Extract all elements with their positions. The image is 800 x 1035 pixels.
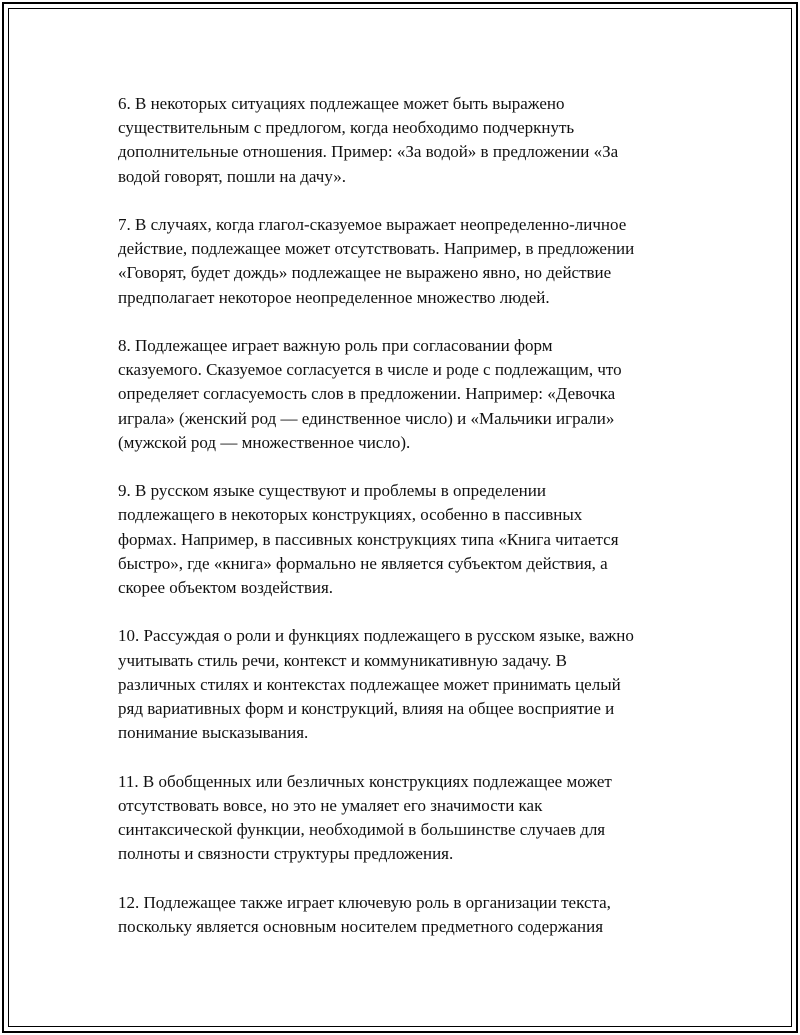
text-line: действие, подлежащее может отсутствовать. Например, в предложении [118, 239, 635, 259]
text-line: полноты и связности структуры предложения. [118, 844, 454, 864]
text-line: скорее объектом воздействия. [118, 578, 334, 598]
paragraph-6 [118, 92, 698, 189]
text-line: понимание высказывания. [118, 723, 309, 743]
text-line: 8. Подлежащее играет важную роль при согласовании форм [118, 336, 553, 355]
text-line: сказуемого. Сказуемое согласуется в числе и роде с подлежащим, что [118, 360, 622, 380]
text-line: быстро», где «книга» формально не является субъектом действия, а [118, 553, 608, 573]
text-line: определяет согласуемость слов в предложении. Например: «Девочка [118, 384, 616, 404]
text-line: играла» (женский род — единственное число) и «Мальчики играли» [118, 408, 615, 428]
text-line: 6. В некоторых ситуациях подлежащее может быть выражено [118, 94, 565, 113]
text-line: «Говорят, будет дождь» подлежащее не выражено явно, но действие [118, 263, 612, 283]
text-line: 9. В русском языке существуют и проблемы в определении [118, 481, 546, 501]
paragraph-9 [118, 479, 698, 600]
text-line: водой говорят, пошли на дачу». [118, 166, 346, 186]
paragraph-7 [118, 213, 698, 310]
text-line: 7. В случаях, когда глагол-сказуемое выражает неопределенно-личное [118, 215, 627, 234]
text-line: ряд вариативных форм и конструкций, влияя на общее восприятие и [118, 699, 615, 719]
text-line: 12. Подлежащее также играет ключевую роль в организации текста, [118, 892, 611, 912]
text-line: дополнительные отношения. Пример: «За водой» в предложении «За [118, 142, 619, 162]
text-line: существительным с предлогом, когда необходимо подчеркнуть [118, 118, 575, 138]
text-line: учитывать стиль речи, контекст и коммуникативную задачу. В [118, 650, 567, 670]
text-line: формах. Например, в пассивных конструкциях типа «Книга читается [118, 529, 619, 549]
paragraph-8 [118, 334, 698, 455]
text-line: (мужской род — множественное число). [118, 432, 411, 452]
text-line: отсутствовать вовсе, но это не умаляет его значимости как [118, 795, 543, 815]
text-line: 11. В обобщенных или безличных конструкциях подлежащее может [118, 771, 612, 791]
text-line: различных стилях и контекстах подлежащее может принимать целый [118, 674, 621, 694]
paragraph-10 [118, 624, 698, 745]
text-line: синтаксической функции, необходимой в большинстве случаев для [118, 820, 606, 840]
text-line: 10. Рассуждая о роли и функциях подлежащего в русском языке, важно [118, 626, 634, 646]
text-line: предполагает некоторое неопределенное множество людей. [118, 287, 550, 307]
text-line: поскольку является основным носителем предметного содержания [118, 916, 604, 936]
document-body [118, 92, 698, 963]
paragraph-11 [118, 770, 698, 867]
paragraph-12 [118, 891, 698, 939]
text-line: подлежащего в некоторых конструкциях, особенно в пассивных [118, 505, 583, 525]
